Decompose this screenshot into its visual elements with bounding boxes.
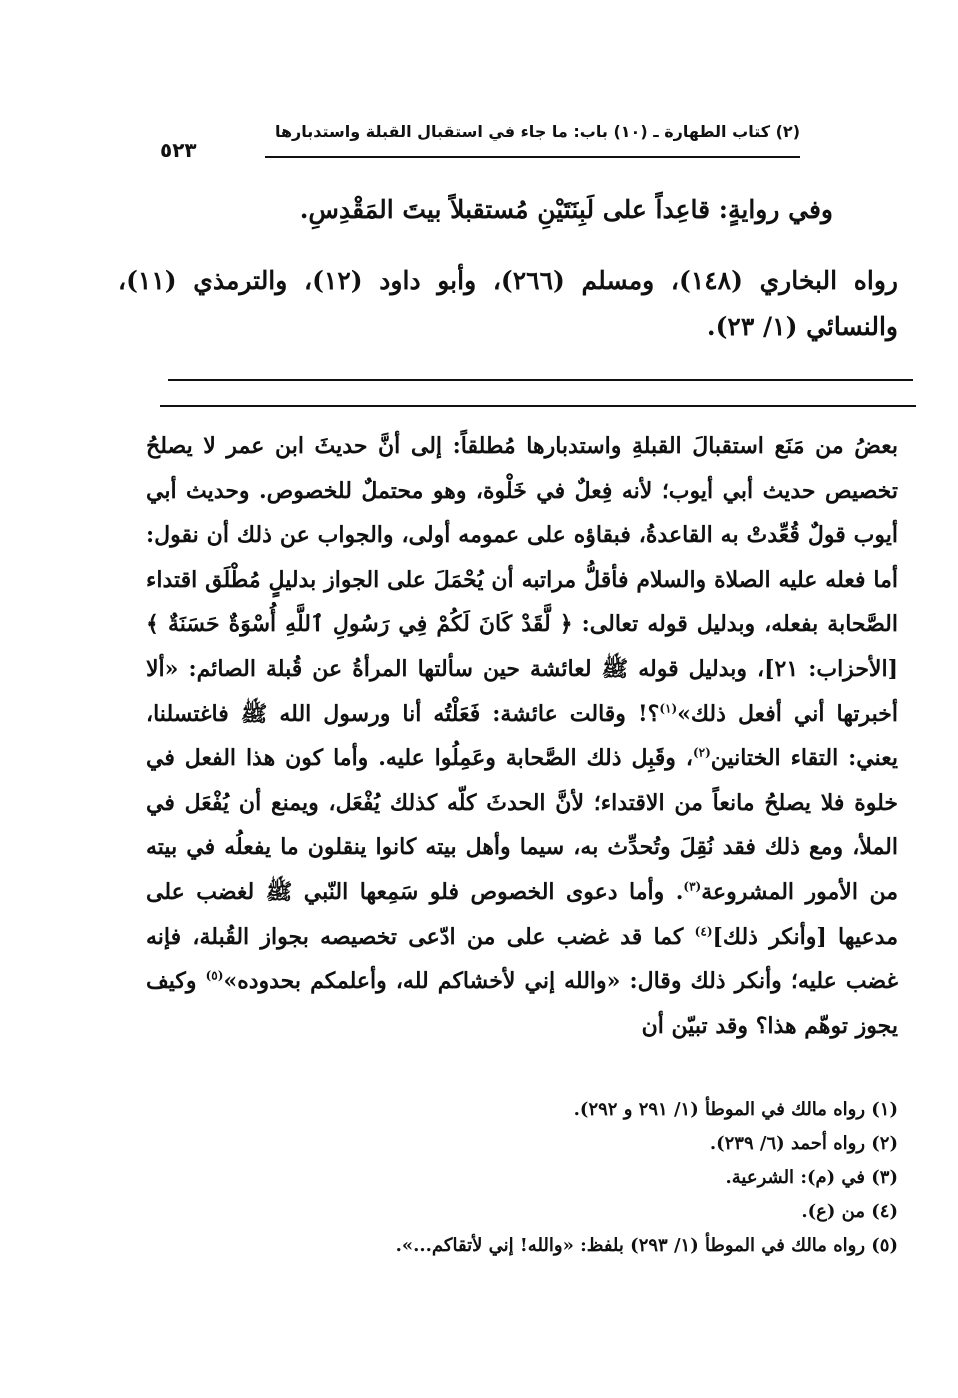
commentary-part: ؟! وقالت عائشة: فَعَلْتُه أنا ورسول الله ﷺ فاغتسلنا، يعني: التقاء الختانين	[146, 700, 898, 772]
commentary-part: وكيف يجوز توهّم هذا؟ وقد تبيّن أن	[146, 968, 898, 1039]
footnote: (٢) رواه أحمد (٦/ ٢٣٩).	[709, 1133, 898, 1154]
page-number: ٥٢٣	[160, 138, 197, 162]
commentary-paragraph	[146, 424, 898, 1048]
commentary-part: . وأما دعوى الخصوص فلو سَمِعها النّبي ﷺ لغضب على مدعيها [وأنكر ذلك]	[146, 878, 898, 950]
footnote-ref: (٤)	[694, 924, 713, 939]
commentary-part: كما قد غضب على من ادّعى تخصيصه بجواز القُبلة، فإنه غضب عليه؛ وأنكر ذلك وقال: «والله إني لأخشاكم لله، وأعلمكم بحدوده»	[146, 923, 899, 995]
footnote: (٥) رواه مالك في الموطأ (١/ ٢٩٣) بلفظ: «والله! إني لأتقاكم...».	[395, 1235, 898, 1256]
footnote-ref: (١)	[659, 701, 678, 716]
commentary-part: ، وقَبِل ذلك الصَّحابة وعَمِلُوا عليه. وأما كون هذا الفعل في خلوة فلا يصلحُ مانعاً من الاقتداء؛ لأنَّ الحدثَ كلّه كذلك يُفْعَل، ويمنع أن يُفْعَل في الملأ، ومع ذلك فقد نُقِلَ وتُحدِّث به، سيما وأهل بيته كانوا ينقلون ما يفعلُه في بيته من الأمور المشروعة	[146, 745, 898, 905]
header-rule	[265, 156, 800, 158]
footnote: (٤) من (ع).	[801, 1201, 898, 1222]
hadith-text: وفي روايةٍ: قاعِداً على لَبِنَتَيْنِ مُستقبلاً بيتَ المَقْدِسِ.	[299, 195, 833, 224]
commentary-part: بعضُ من مَنَع استقبالَ القبلةِ واستدبارها مُطلقاً: إلى أنَّ حديثَ ابن عمر لا يصلحُ تخصيص حديث أبي أيوب؛ لأنه فِعلٌ في خَلْوة، وهو محتملٌ للخصوص. وحديث أبي أيوب قولٌ قُعِّدتْ به القاعدةُ، فبقاؤه على عمومه أولى، والجواب عن ذلك أن نقول: أما فعله عليه الصلاة والسلام فأقلُّ مراتبه أن يُحْمَلَ على الجواز بدليلٍ مُطْلَق اقتداء الصَّحابة بفعله، وبدليل قوله تعالى: ﴿ لَّقَدْ كَانَ لَكُمْ فِي رَسُولِ ٱللَّهِ أُسْوَةٌ حَسَنَةٌ ﴾ [الأحزاب: ٢١]، وبدليل قوله ﷺ لعائشة حين سألتها المرأةُ عن قُبلة الصائم: «ألا أخبرتها أني أفعل ذلك»	[146, 433, 898, 727]
section-divider-top	[168, 379, 913, 381]
running-header	[160, 118, 800, 162]
hadith-takhrij: رواه البخاري (١٤٨)، ومسلم (٢٦٦)، وأبو داود (١٢)، والترمذي (١١)، والنسائي (١/ ٢٣).	[118, 266, 898, 341]
footnote-ref: (٥)	[205, 968, 224, 983]
commentary-text	[146, 424, 898, 1048]
footnotes	[138, 1093, 898, 1263]
section-divider-bottom	[160, 405, 916, 407]
footnote-ref: (٣)	[683, 879, 702, 894]
running-header-title: (٢) كتاب الطهارة ـ (١٠) باب: ما جاء في استقبال القبلة واستدبارها	[274, 122, 800, 141]
footnote-ref: (٢)	[692, 745, 711, 760]
footnote: (٣) في (م): الشرعية.	[725, 1167, 898, 1188]
footnote: (١) رواه مالك في الموطأ (١/ ٢٩١ و ٢٩٢).	[573, 1099, 898, 1120]
